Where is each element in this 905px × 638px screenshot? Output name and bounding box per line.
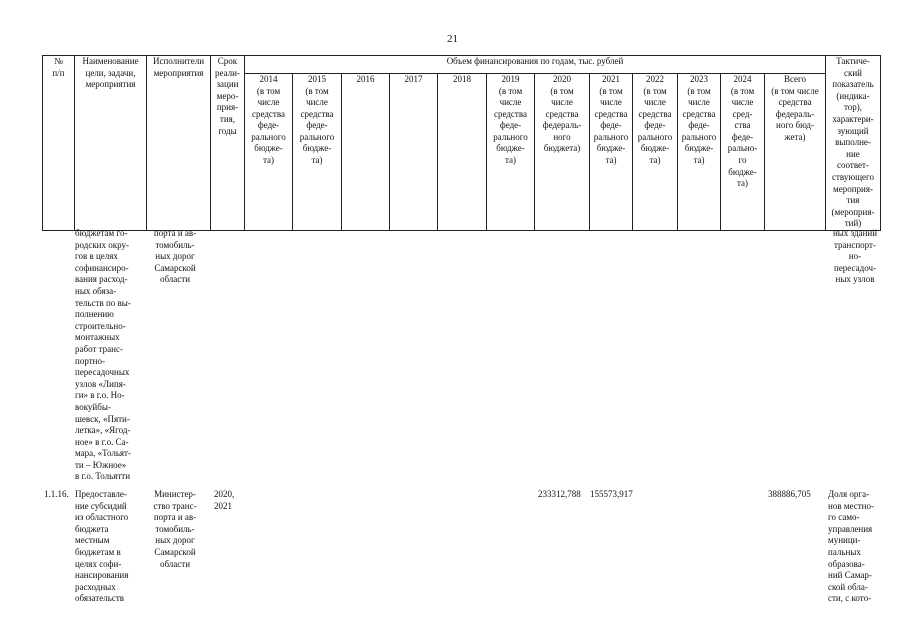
text-line: бюдже- xyxy=(596,143,626,154)
text-line: ти – Южное» xyxy=(75,459,127,470)
text-line: софинансиро- xyxy=(75,262,129,273)
text-line: (в том xyxy=(730,85,755,96)
text-line: тий) xyxy=(844,218,862,229)
text-line: зующий xyxy=(837,125,869,136)
text-line: (в том xyxy=(305,85,329,96)
text-line: феде- xyxy=(731,131,754,142)
text-line: ных обяза- xyxy=(75,285,117,296)
text-line: (в том xyxy=(687,85,711,96)
text-line: числе xyxy=(731,97,754,108)
text-line: Тактиче- xyxy=(836,56,870,66)
text-line: жета) xyxy=(784,131,806,142)
text-line: (в том числе xyxy=(771,85,819,96)
text-line: (мероприя- xyxy=(831,206,875,217)
text-line: феде- xyxy=(306,120,328,131)
header-col-number xyxy=(43,56,75,231)
text-line: ного бюд- xyxy=(776,120,814,131)
header-col-financing xyxy=(245,56,826,74)
text-line: числе xyxy=(306,97,328,108)
row-number: 1.1.16. xyxy=(44,489,69,499)
text-line: рального xyxy=(593,131,629,142)
text-line: бюдже- xyxy=(728,166,757,177)
text-line: области xyxy=(159,274,191,285)
text-line: бюдже- xyxy=(684,143,714,154)
text-line: бюджета) xyxy=(543,143,581,154)
text-line: цели, задачи, xyxy=(85,67,136,78)
continued-row-indicator xyxy=(826,228,884,286)
row-value-2020: 233312,788 xyxy=(538,489,581,499)
row-name xyxy=(75,489,141,605)
text-line: числе xyxy=(551,97,573,108)
text-line: портно- xyxy=(75,355,105,366)
page-number: 21 xyxy=(447,33,458,45)
text-line: та) xyxy=(504,155,517,166)
text-line: вания расход- xyxy=(75,274,128,285)
text-line: та) xyxy=(311,155,323,166)
text-line: (в том xyxy=(550,85,574,96)
text-line: № xyxy=(54,56,63,66)
text-line: сти, с кото- xyxy=(828,593,872,604)
financing-table-header xyxy=(42,55,881,231)
text-line: 2018 xyxy=(453,73,471,84)
text-line: мара, «Тольят- xyxy=(75,448,131,459)
text-line: Всего xyxy=(783,73,807,84)
text-line: узлов «Липя- xyxy=(75,378,126,389)
row-indicator xyxy=(828,489,880,605)
text-line: 2024 xyxy=(733,73,752,84)
text-line: Наименование xyxy=(82,56,139,66)
text-line: та) xyxy=(736,178,749,189)
text-line: порта и ав- xyxy=(153,512,197,523)
text-line: 2015 xyxy=(308,73,326,84)
text-line: средства xyxy=(594,108,628,119)
text-line: годы xyxy=(218,125,237,136)
text-line: обязательств xyxy=(75,593,125,604)
text-line: прия- xyxy=(216,102,239,113)
text-line: характери- xyxy=(832,113,874,124)
header-col-name xyxy=(75,56,147,231)
text-line: Министер- xyxy=(154,489,196,499)
text-line: та) xyxy=(693,155,705,166)
text-line: томобиль- xyxy=(155,523,195,534)
header-year-2014 xyxy=(245,73,293,230)
text-line: ствующего xyxy=(832,171,874,182)
header-col-total xyxy=(765,73,826,230)
text-line: (индика- xyxy=(836,90,870,101)
text-line: бюджетам в xyxy=(75,546,121,557)
header-year-2019 xyxy=(487,73,535,230)
text-line: полнению xyxy=(75,309,114,320)
text-line: средства xyxy=(682,108,716,119)
text-line: числе xyxy=(257,97,280,108)
text-line: средства xyxy=(545,108,579,119)
text-line: феде- xyxy=(499,120,522,131)
text-line: средства xyxy=(778,97,812,108)
text-line: ных дорог xyxy=(155,535,195,546)
text-line: зации xyxy=(216,79,239,90)
text-line: 2021 xyxy=(602,73,620,84)
text-line: реали- xyxy=(215,67,240,78)
text-line: бюджетам го- xyxy=(75,228,128,238)
text-line: Срок xyxy=(217,56,238,66)
text-line: рального xyxy=(299,131,335,142)
header-year-2017 xyxy=(390,73,438,230)
text-line: мероприятия xyxy=(153,67,204,78)
text-line: ных зданий xyxy=(832,228,878,238)
text-line: пальных xyxy=(828,546,861,557)
text-line: бюджета xyxy=(75,523,109,534)
text-line: из областного xyxy=(75,512,129,523)
text-line: числе xyxy=(600,97,622,108)
text-line: ных узлов xyxy=(835,274,875,285)
text-line: го xyxy=(738,155,747,166)
header-col-indicator xyxy=(826,56,881,231)
header-year-2016 xyxy=(342,73,390,230)
text-line: бюдже- xyxy=(254,143,283,154)
text-line: пересадочных xyxy=(75,367,130,378)
text-line: бюдже- xyxy=(496,143,525,154)
text-line: строительно- xyxy=(75,320,126,331)
text-line: ства xyxy=(734,120,751,131)
header-year-2024 xyxy=(721,73,765,230)
text-line: рального xyxy=(493,131,528,142)
text-line: родских окру- xyxy=(75,239,130,250)
text-line: пересадоч- xyxy=(834,262,876,273)
text-line: федераль- xyxy=(542,120,582,131)
text-line: нов местно- xyxy=(828,500,874,511)
row-executor xyxy=(146,489,204,570)
text-line: выполне- xyxy=(835,137,871,148)
text-line: средства xyxy=(493,108,527,119)
text-line: ский xyxy=(844,67,862,78)
text-line: феде- xyxy=(600,120,622,131)
text-line: феде- xyxy=(257,120,280,131)
text-line: Объем финансирования по годам, тыс. рублей xyxy=(446,56,624,66)
text-line: тия xyxy=(846,195,860,206)
text-line: го само- xyxy=(828,512,860,523)
continued-row-name xyxy=(75,228,141,483)
text-line: Исполнители xyxy=(152,56,205,66)
header-year-2015 xyxy=(293,73,342,230)
text-line: меро- xyxy=(216,90,239,101)
text-line: муници- xyxy=(828,535,861,546)
text-line: ний Самар- xyxy=(828,570,872,581)
text-line: ги» в г.о. Но- xyxy=(75,390,125,401)
text-line: средства xyxy=(251,108,285,119)
text-line: порта и ав- xyxy=(153,228,197,238)
text-line: средства xyxy=(300,108,334,119)
text-line: та) xyxy=(605,155,617,166)
text-line: ской обла- xyxy=(828,581,868,592)
text-line: рального xyxy=(681,131,717,142)
text-line: соответ- xyxy=(837,160,869,171)
header-year-2022 xyxy=(633,73,678,230)
text-line: (в том xyxy=(498,85,523,96)
text-line: 2019 xyxy=(501,73,520,84)
text-line: Самарской xyxy=(154,546,196,557)
text-line: мероприя- xyxy=(833,183,873,194)
text-line: томобиль- xyxy=(155,239,195,250)
text-line: числе xyxy=(688,97,710,108)
text-line: транспорт- xyxy=(834,239,876,250)
text-line: расходных xyxy=(75,581,116,592)
text-line: (в том xyxy=(643,85,667,96)
header-col-executor xyxy=(147,56,211,231)
text-line: рального xyxy=(251,131,286,142)
text-line: 2020, xyxy=(214,489,235,499)
text-line: Доля орга- xyxy=(828,489,870,499)
text-line: средства xyxy=(638,108,672,119)
text-line: работ транс- xyxy=(75,343,123,354)
text-line: бюдже- xyxy=(302,143,332,154)
text-line: шевск, «Пяти- xyxy=(75,413,130,424)
text-line: числе xyxy=(499,97,522,108)
text-line: но- xyxy=(848,251,862,262)
text-line: сред- xyxy=(732,108,753,119)
text-line: феде- xyxy=(644,120,666,131)
text-line: управления xyxy=(828,523,873,534)
text-line: Самарской xyxy=(154,262,196,273)
text-line: образова- xyxy=(828,558,865,569)
text-line: летка», «Ягод- xyxy=(75,425,131,436)
header-year-2018 xyxy=(438,73,487,230)
text-line: области xyxy=(159,558,191,569)
row-total: 388886,705 xyxy=(768,489,811,499)
text-line: бюдже- xyxy=(640,143,670,154)
text-line: п/п xyxy=(52,67,65,78)
text-line: федераль- xyxy=(775,108,815,119)
text-line: в г.о. Тольятти xyxy=(75,471,131,482)
text-line: ное» в г.о. Са- xyxy=(75,436,129,447)
header-year-2021 xyxy=(590,73,633,230)
text-line: (в том xyxy=(256,85,281,96)
header-col-term xyxy=(211,56,245,231)
text-line: рально- xyxy=(727,143,758,154)
header-year-2020 xyxy=(535,73,590,230)
header-year-2023 xyxy=(678,73,721,230)
text-line: 2022 xyxy=(646,73,664,84)
text-line: вокуйбы- xyxy=(75,401,111,412)
text-line: местным xyxy=(75,535,110,546)
text-line: та) xyxy=(649,155,661,166)
row-term xyxy=(214,489,246,512)
text-line: целях софи- xyxy=(75,558,122,569)
continued-row-executor xyxy=(146,228,204,286)
text-line: числе xyxy=(644,97,666,108)
text-line: 2016 xyxy=(356,73,375,84)
text-line: гов в целях xyxy=(75,251,118,262)
row-value-2021: 155573,917 xyxy=(590,489,633,499)
text-line: 2020 xyxy=(553,73,571,84)
text-line: 2014 xyxy=(259,73,278,84)
text-line: тельств по вы- xyxy=(75,297,131,308)
text-line: ных дорог xyxy=(155,251,195,262)
text-line: ного xyxy=(553,131,571,142)
text-line: 2017 xyxy=(404,73,423,84)
text-line: (в том xyxy=(599,85,623,96)
text-line: рального xyxy=(637,131,673,142)
text-line: монтажных xyxy=(75,332,120,343)
text-line: мероприятия xyxy=(85,79,136,90)
text-line: ние xyxy=(846,148,860,159)
text-line: 2023 xyxy=(690,73,708,84)
text-line: ство транс- xyxy=(153,500,197,511)
text-line: феде- xyxy=(688,120,710,131)
text-line: тор), xyxy=(843,102,863,113)
text-line: Предоставле- xyxy=(75,489,127,499)
text-line: 2021 xyxy=(214,500,232,511)
text-line: ние субсидий xyxy=(75,500,127,511)
text-line: нансирования xyxy=(75,570,129,581)
text-line: показатель xyxy=(832,79,874,90)
text-line: тия, xyxy=(219,113,236,124)
text-line: та) xyxy=(262,155,275,166)
